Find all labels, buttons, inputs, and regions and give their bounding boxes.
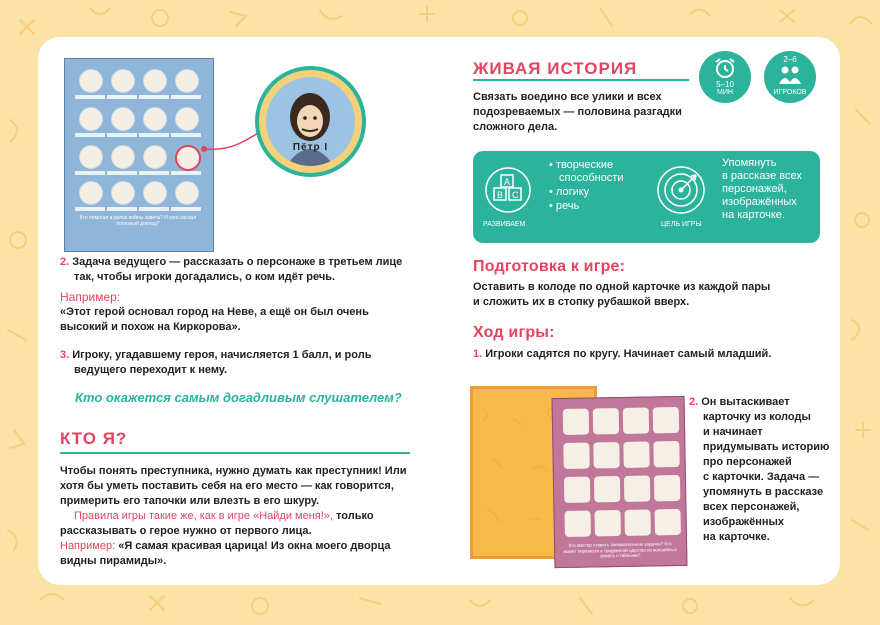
develops-label: РАЗВИВАЕМ [483, 221, 526, 228]
prep-1: Оставить в колоде по одной карточке из каждой пары [473, 281, 771, 293]
prep-2: и сложить их в стопку рубашкой вверх. [473, 296, 690, 308]
time-unit: МИН [717, 89, 733, 96]
svg-text:A: A [504, 177, 511, 187]
example2-label: Например: [60, 540, 116, 552]
goal-4: изображённых [722, 196, 797, 208]
abc-blocks-icon [485, 167, 531, 213]
players-value: 2–6 [783, 55, 797, 64]
pink-card-question: Кто мастер ставить занимательные задачки? Кто может перевезти в тридевятое царство из волшебных земель с тайными? [563, 541, 677, 559]
svg-text:C: C [512, 190, 519, 200]
skill-2: • логику [549, 186, 590, 198]
players-badge [764, 51, 816, 103]
play-title: Ход игры: [473, 324, 555, 341]
step-number: 3. [60, 349, 70, 361]
rules-highlight: Правила игры такие же, как в игре «Найди меня!», [74, 510, 333, 522]
goal-5: на карточке. [722, 209, 785, 221]
skill-1b: способности [559, 172, 624, 184]
skills-goal-panel [473, 151, 820, 243]
step-text: Он вытаскивает [701, 396, 790, 408]
step-number: 2. [689, 396, 699, 408]
left-step-3 [60, 348, 371, 363]
who-text-2: хотя бы уметь поставить себя на его место — как говорится, [60, 480, 394, 492]
players-unit: ИГРОКОВ [773, 89, 807, 96]
people-icon [777, 65, 803, 85]
play-step-2-l10: на карточке. [703, 531, 770, 543]
example-label: Например: [60, 290, 121, 304]
title-underline [60, 452, 410, 454]
example2-text: «Я самая красивая царица! Из окна моего дворца [115, 540, 391, 552]
play-step-2-l7: упомянуть в рассказе [703, 486, 824, 498]
step-number: 1. [473, 348, 483, 360]
step-text: Игроку, угадавшему героя, начисляется 1 балл, и роль [72, 349, 372, 361]
goal-2: в рассказе всех [722, 170, 802, 182]
example2-line2: видны пирамиды». [60, 555, 167, 567]
play-step-2-l9: изображённых [703, 516, 785, 528]
left-step-2-line2: так, чтобы игроки догадались, о ком идёт речь. [74, 271, 336, 283]
rules-rest: только [332, 510, 374, 522]
svg-text:B: B [497, 190, 504, 200]
prep-title: Подготовка к игре: [473, 258, 626, 275]
step-text: Задача ведущего — рассказать о персонаже в третьем лице [72, 256, 403, 268]
skill-1: • творческие [549, 159, 614, 171]
play-step-1 [473, 347, 771, 362]
skill-3: • речь [549, 200, 580, 212]
play-step-2-l5: про персонажей [703, 456, 792, 468]
living-history-title: ЖИВАЯ ИСТОРИЯ [473, 59, 638, 78]
goal-1: Упомянуть [722, 157, 777, 169]
play-step-2-l3: и начинает [703, 426, 763, 438]
time-value: 5–10 [716, 80, 734, 89]
goal-3: персонажей, [722, 183, 787, 195]
play-step-2-l8: всех персонажей, [703, 501, 800, 513]
play-step-2-l4: придумывать историю [703, 441, 830, 453]
time-badge [699, 51, 751, 103]
rules-line-2: рассказывать о герое нужно от первого лица. [60, 525, 312, 537]
who-text-1: Чтобы понять преступника, нужно думать как преступник! Или [60, 465, 407, 477]
who-am-i-title: КТО Я? [60, 429, 128, 448]
rules-line-1 [74, 509, 374, 524]
who-text-3: примерить его тапочки или влезть в его шкуру. [60, 495, 320, 507]
portrait-medallion [255, 66, 366, 177]
target-icon [656, 165, 706, 215]
example-line2: высокий и похож на Киркорова». [60, 321, 241, 333]
title-underline-right [473, 79, 689, 81]
intro-3: сложного дела. [473, 121, 558, 133]
card-question: Кто помогал в делах войны завета? И кого заслал полезный доклад? [79, 215, 197, 227]
play-step-2 [689, 395, 790, 410]
example-line1: «Этот герой основал город на Неве, а ещё он был очень [60, 306, 369, 318]
step-text: Игроки садятся по кругу. Начинает самый младший. [485, 348, 772, 360]
alarm-clock-icon [713, 56, 737, 80]
portrait-caption: Пётр I [292, 142, 329, 153]
example2-line [60, 539, 390, 554]
step-number: 2. [60, 256, 70, 268]
goal-label: ЦЕЛЬ ИГРЫ [661, 221, 702, 228]
character-card-pink [552, 396, 688, 568]
book-spread [38, 37, 840, 585]
left-step-2 [60, 255, 402, 270]
play-step-2-l6: с карточки. Задача — [703, 471, 820, 483]
play-step-2-l2: карточку из колоды [703, 411, 811, 423]
intro-2: подозреваемых — половина разгадки [473, 106, 682, 118]
question-line: Кто окажется самым догадливым слушателем? [75, 390, 402, 405]
character-card-image [64, 58, 214, 252]
intro-1: Связать воедино все улики и всех [473, 91, 662, 103]
left-step-3-line2: ведущего переходит к нему. [74, 364, 228, 376]
